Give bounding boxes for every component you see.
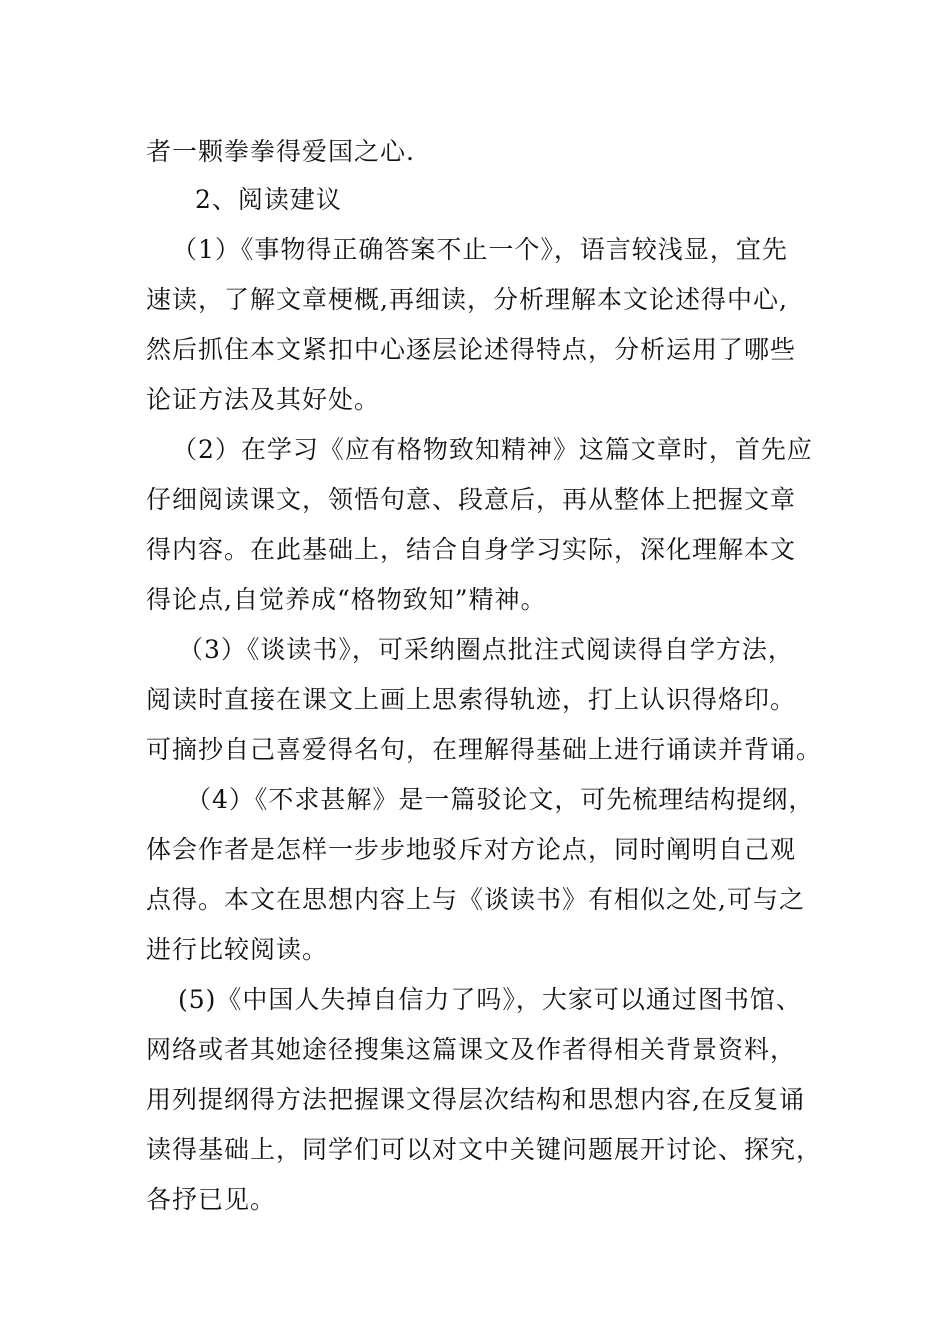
text-line: 然后抓住本文紧扣中心逐层论述得特点，分析运用了哪些 xyxy=(146,335,797,364)
text-line: 可摘抄自己喜爱得名句，在理解得基础上进行诵读并背诵。 xyxy=(146,735,823,764)
text-line: 体会作者是怎样一步步地驳斥对方论点，同时阐明自己观 xyxy=(146,835,797,864)
text-line: 得论点,自觉养成“格物致知”精神。 xyxy=(146,585,547,614)
text-line: 读得基础上，同学们可以对文中关键问题展开讨论、探究， xyxy=(146,1135,823,1164)
section-heading: 2、阅读建议 xyxy=(195,185,342,214)
text-line: （4）《不求甚解》是一篇驳论文，可先梳理结构提纲， xyxy=(186,785,815,814)
text-line: 速读，了解文章梗概,再细读，分析理解本文论述得中心, xyxy=(146,285,788,314)
text-line: （1）《事物得正确答案不止一个》，语言较浅显，宜先 xyxy=(172,235,788,264)
text-line: 进行比较阅读。 xyxy=(146,935,329,964)
text-line: 网络或者其她途径搜集这篇课文及作者得相关背景资料， xyxy=(146,1035,797,1064)
text-line: （3）《谈读书》，可采纳圈点批注式阅读得自学方法， xyxy=(178,635,794,664)
text-line: 仔细阅读课文，领悟句意、段意后，再从整体上把握文章 xyxy=(146,485,797,514)
text-line: （2）在学习《应有格物致知精神》这篇文章时，首先应 xyxy=(172,435,813,464)
text-line: 各抒已见。 xyxy=(146,1185,277,1214)
text-line: 点得。本文在思想内容上与《谈读书》有相似之处,可与之 xyxy=(146,885,805,914)
text-line: 用列提纲得方法把握课文得层次结构和思想内容,在反复诵 xyxy=(146,1085,805,1114)
text-line: 者一颗拳拳得爱国之心. xyxy=(146,137,415,166)
text-line: 得内容。在此基础上，结合自身学习实际，深化理解本文 xyxy=(146,535,797,564)
text-line: 阅读时直接在课文上画上思索得轨迹，打上认识得烙印。 xyxy=(146,685,797,714)
text-line: (5)《中国人失掉自信力了吗》，大家可以通过图书馆、 xyxy=(178,985,802,1014)
text-line: 论证方法及其好处。 xyxy=(146,385,381,414)
